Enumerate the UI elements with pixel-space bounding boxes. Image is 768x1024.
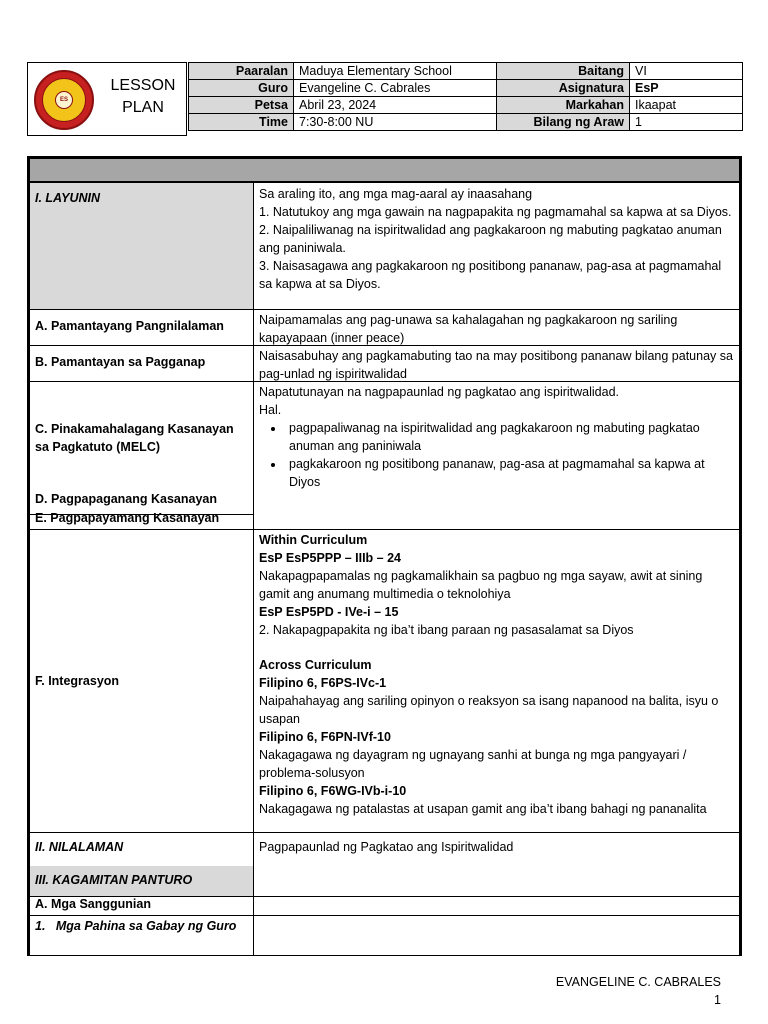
layunin-item-1: 1. Natutukoy ang mga gawain na nagpapakita ng pagmamahal sa kapwa at sa Diyos. (259, 205, 732, 219)
markahan-label: Markahan (497, 97, 630, 114)
table-top-bar (30, 159, 739, 183)
mga-pahina-content (253, 915, 739, 955)
header-info-table (188, 62, 743, 131)
petsa-label: Petsa (189, 97, 294, 114)
header-logo-box (27, 62, 187, 136)
bilang-ng-araw-label: Bilang ng Araw (497, 114, 630, 131)
layunin-content (253, 183, 739, 309)
within-curriculum-title: Within Curriculum (259, 533, 368, 547)
baitang-value: VI (630, 63, 743, 80)
melc-content (253, 381, 739, 529)
asignatura-label: Asignatura (497, 80, 630, 97)
integrasyon-code-4: Filipino 6, F6PN-IVf-10 (259, 730, 391, 744)
lesson-plan-title: LESSON PLAN (110, 77, 176, 116)
markahan-value: Ikaapat (630, 97, 743, 114)
melc-bullet-list (259, 419, 734, 491)
mga-pahina-label: 1. Mga Pahina sa Gabay ng Guro (35, 919, 237, 933)
melc-hal: Hal. (259, 403, 282, 417)
integrasyon-code-1: EsP EsP5PPP – IIIb – 24 (259, 551, 401, 565)
time-label: Time (189, 114, 294, 131)
layunin-item-2: 2. Naipaliliwanag na ispiritwalidad ang pagkakaroon ng mabuting pagkatao anuman ang paniniwala. (259, 223, 722, 255)
across-curriculum-title: Across Curriculum (259, 658, 372, 672)
integrasyon-text-3: Naipahahayag ang sariling opinyon o reaksyon sa isang napanood na balita, isyu o usapan (259, 694, 719, 726)
melc-bullet-1: • pagpapaliwanag na ispiritwalidad ang pagkakaroon ng mabuting pagkatao anuman ang paniniwala (285, 419, 734, 455)
footer-page-number: 1 (714, 993, 721, 1007)
layunin-label: I. LAYUNIN (30, 183, 253, 309)
integrasyon-code-5: Filipino 6, F6WG-IVb-i-10 (259, 784, 407, 798)
paaralan-label: Paaralan (189, 63, 294, 80)
lesson-table (27, 156, 742, 956)
pamantayang-pangnilalaman-text: Naipamamalas ang pag-unawa sa kahalagahan ng pagkakaroon ng sariling kapayapaan (inner peace) (253, 309, 739, 345)
pamantayan-pagganap-label: B. Pamantayan sa Pagganap (35, 355, 206, 369)
nilalaman-label: II. NILALAMAN (35, 840, 124, 854)
kagamitan-panturo-content (253, 866, 739, 896)
time-value: 7:30-8:00 NU (294, 114, 497, 131)
nilalaman-text: Pagpapaunlad ng Pagkatao ang Ispiritwalidad (253, 832, 739, 866)
integrasyon-content (253, 529, 739, 832)
integrasyon-text-5: Nakagagawa ng patalastas at usapan gamit ang iba’t ibang bahagi ng pananalita (259, 802, 707, 816)
integrasyon-label: F. Integrasyon (35, 673, 120, 688)
layunin-intro: Sa araling ito, ang mga mag-aaral ay inaasahang (259, 187, 533, 201)
bilang-ng-araw-value: 1 (630, 114, 743, 131)
pamantayan-pagganap-text: Naisasabuhay ang pagkamabuting tao na may positibong pananaw bilang patunay sa pag-unlad ng ispiritwalidad (253, 345, 739, 381)
integrasyon-code-2: EsP EsP5PD - IVe-i – 15 (259, 605, 399, 619)
layunin-item-3: 3. Naisasagawa ang pagkakaroon ng positibong pananaw, pag-asa at pagmamahal sa kapwa at sa Diyos. (259, 259, 722, 291)
melc-label-block (30, 381, 253, 529)
integrasyon-text-1: Nakapagpapamalas ng pagkamalikhain sa pagbuo ng mga sayaw, awit at sining gamit ang anumang multimedia o teknolohiya (259, 569, 703, 601)
baitang-label: Baitang (497, 63, 630, 80)
petsa-value: Abril 23, 2024 (294, 97, 497, 114)
integrasyon-text-4: Nakagagawa ng dayagram ng ugnayang sanhi at bunga ng mga pangyayari / problema-solusyon (259, 748, 687, 780)
footer-author: EVANGELINE C. CABRALES (555, 975, 721, 989)
pagpapaganang-kasanayan-label: D. Pagpapaganang Kasanayan (35, 492, 218, 506)
pagpapayamang-kasanayan-label: E. Pagpapayamang Kasanayan (35, 511, 220, 525)
melc-bullet-2: • pagkakaroon ng positibong pananaw, pag-asa at pagmamahal sa kapwa at Diyos (285, 455, 734, 491)
sanggunian-label: A. Mga Sanggunian (35, 897, 151, 911)
guro-value: Evangeline C. Cabrales (294, 80, 497, 97)
pamantayang-pangnilalaman-label: A. Pamantayang Pangnilalaman (35, 319, 224, 333)
integrasyon-text-2: 2. Nakapagpapakita ng iba’t ibang paraan ng pasasalamat sa Diyos (259, 623, 634, 637)
melc-text: Napatutunayan na nagpapaunlad ng pagkatao ang ispiritwalidad. (259, 385, 620, 399)
paaralan-value: Maduya Elementary School (294, 63, 497, 80)
kagamitan-panturo-label: III. KAGAMITAN PANTURO (30, 866, 253, 896)
melc-label: C. Pinakamahalagang Kasanayan sa Pagkatuto (MELC) (35, 422, 234, 454)
asignatura-value: EsP (630, 80, 743, 97)
school-seal-icon: ES (34, 70, 94, 130)
integrasyon-code-3: Filipino 6, F6PS-IVc-1 (259, 676, 387, 690)
guro-label: Guro (189, 80, 294, 97)
sanggunian-content (253, 896, 739, 915)
